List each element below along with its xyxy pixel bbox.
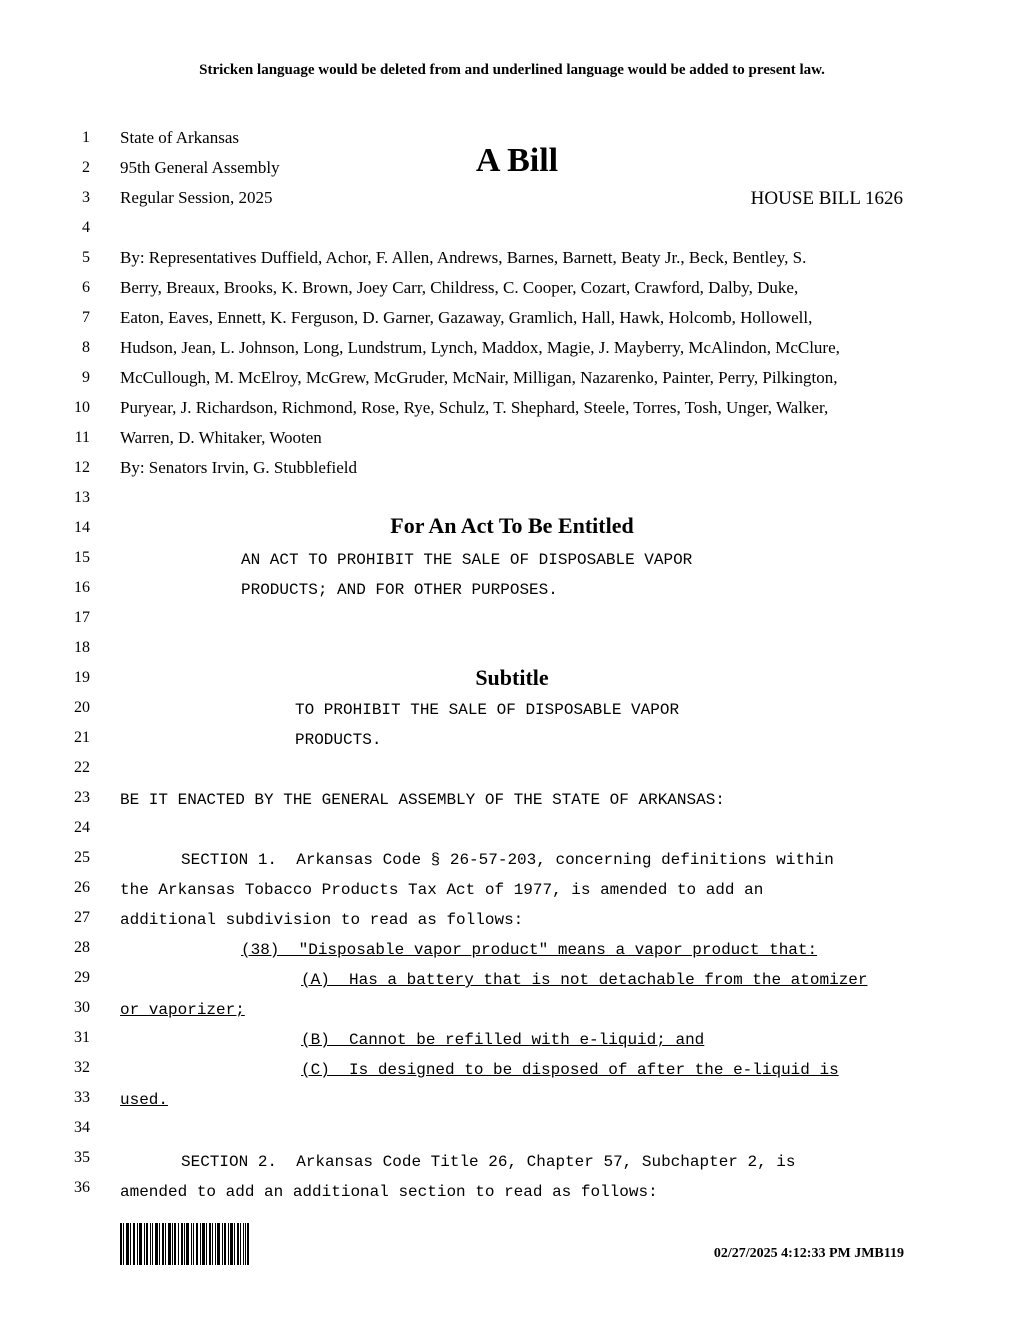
subtitle-heading: Subtitle — [475, 665, 549, 690]
line-number: 31 — [74, 1029, 90, 1046]
section-2-line: amended to add an additional section to read as follows: — [120, 1183, 658, 1201]
line-number: 7 — [82, 309, 90, 326]
line-number: 2 — [82, 159, 90, 176]
amendment-notice: Stricken language would be deleted from and underlined language would be added to present law. — [199, 62, 825, 78]
line-number: 16 — [74, 579, 90, 596]
line-number: 36 — [74, 1179, 90, 1196]
added-item-a-cont: or vaporizer; — [120, 1001, 245, 1019]
line-number: 22 — [74, 759, 90, 776]
line-number: 1 — [82, 129, 90, 146]
line-number: 34 — [74, 1119, 90, 1136]
barcode-icon — [120, 1223, 249, 1265]
line-number: 33 — [74, 1089, 90, 1106]
added-item-c: (C) Is designed to be disposed of after the e-liquid is — [301, 1061, 839, 1079]
line-number: 26 — [74, 879, 90, 896]
line-number: 3 — [82, 189, 90, 206]
general-assembly: 95th General Assembly — [120, 158, 280, 177]
bill-number: HOUSE BILL 1626 — [750, 188, 903, 209]
sponsor-line: Eaton, Eaves, Ennett, K. Ferguson, D. Garner, Gazaway, Gramlich, Hall, Hawk, Holcomb, Hollowell, — [120, 308, 813, 327]
section-1-line: additional subdivision to read as follows: — [120, 911, 524, 929]
section-1-line: the Arkansas Tobacco Products Tax Act of 1977, is amended to add an — [120, 881, 764, 899]
line-number: 12 — [74, 459, 90, 476]
added-item-b: (B) Cannot be refilled with e-liquid; and — [301, 1031, 705, 1049]
line-number: 14 — [74, 519, 90, 536]
section-2-line: SECTION 2. Arkansas Code Title 26, Chapter 57, Subchapter 2, is — [181, 1153, 796, 1171]
line-number: 19 — [74, 669, 90, 686]
line-number: 30 — [74, 999, 90, 1016]
sponsor-line: Warren, D. Whitaker, Wooten — [120, 428, 322, 447]
sponsor-line: McCullough, M. McElroy, McGrew, McGruder, McNair, Milligan, Nazarenko, Painter, Perry, Pilkington, — [120, 368, 838, 387]
line-number: 5 — [82, 249, 90, 266]
section-1-line: SECTION 1. Arkansas Code § 26-57-203, concerning definitions within — [181, 851, 834, 869]
title-heading: For An Act To Be Entitled — [390, 513, 634, 538]
line-number: 11 — [74, 429, 90, 446]
line-number: 18 — [74, 639, 90, 656]
line-number: 32 — [74, 1059, 90, 1076]
added-item-c-cont: used. — [120, 1091, 169, 1109]
line-number: 4 — [82, 219, 90, 236]
line-number: 21 — [74, 729, 90, 746]
line-number: 23 — [74, 789, 90, 806]
senate-sponsors: By: Senators Irvin, G. Stubblefield — [120, 458, 358, 477]
sponsor-line: Berry, Breaux, Brooks, K. Brown, Joey Carr, Childress, C. Cooper, Cozart, Crawford, Dalby, Duke, — [120, 278, 799, 297]
title-line: AN ACT TO PROHIBIT THE SALE OF DISPOSABLE VAPOR — [241, 551, 693, 569]
document-type: A Bill — [475, 142, 559, 179]
line-number: 6 — [82, 279, 90, 296]
line-number: 17 — [74, 609, 90, 626]
state-name: State of Arkansas — [120, 128, 239, 147]
line-number: 29 — [74, 969, 90, 986]
subtitle-line: PRODUCTS. — [295, 731, 382, 749]
line-number: 13 — [74, 489, 90, 506]
line-number: 24 — [74, 819, 90, 836]
session: Regular Session, 2025 — [120, 188, 273, 207]
line-number: 15 — [74, 549, 90, 566]
line-number: 8 — [82, 339, 90, 356]
sponsor-line: Hudson, Jean, L. Johnson, Long, Lundstrum, Lynch, Maddox, Magie, J. Mayberry, McAlindon, McClure, — [120, 338, 840, 357]
sponsor-line: Puryear, J. Richardson, Richmond, Rose, Rye, Schulz, T. Shephard, Steele, Torres, Tosh, Unger, Walker, — [120, 398, 829, 417]
sponsor-line: By: Representatives Duffield, Achor, F. Allen, Andrews, Barnes, Barnett, Beaty Jr., Beck, Bentley, S. — [120, 248, 807, 267]
enacting-clause: BE IT ENACTED BY THE GENERAL ASSEMBLY OF THE STATE OF ARKANSAS: — [120, 791, 725, 809]
line-number: 28 — [74, 939, 90, 956]
line-number: 35 — [74, 1149, 90, 1166]
line-number: 9 — [82, 369, 90, 386]
timestamp: 02/27/2025 4:12:33 PM JMB119 — [713, 1246, 904, 1261]
line-number: 25 — [74, 849, 90, 866]
line-number: 10 — [74, 399, 90, 416]
line-number: 27 — [74, 909, 90, 926]
subtitle-line: TO PROHIBIT THE SALE OF DISPOSABLE VAPOR — [295, 701, 680, 719]
added-subdivision-38: (38) "Disposable vapor product" means a vapor product that: — [241, 941, 818, 959]
added-item-a: (A) Has a battery that is not detachable from the atomizer — [301, 971, 868, 989]
line-number: 20 — [74, 699, 90, 716]
title-line: PRODUCTS; AND FOR OTHER PURPOSES. — [241, 581, 558, 599]
